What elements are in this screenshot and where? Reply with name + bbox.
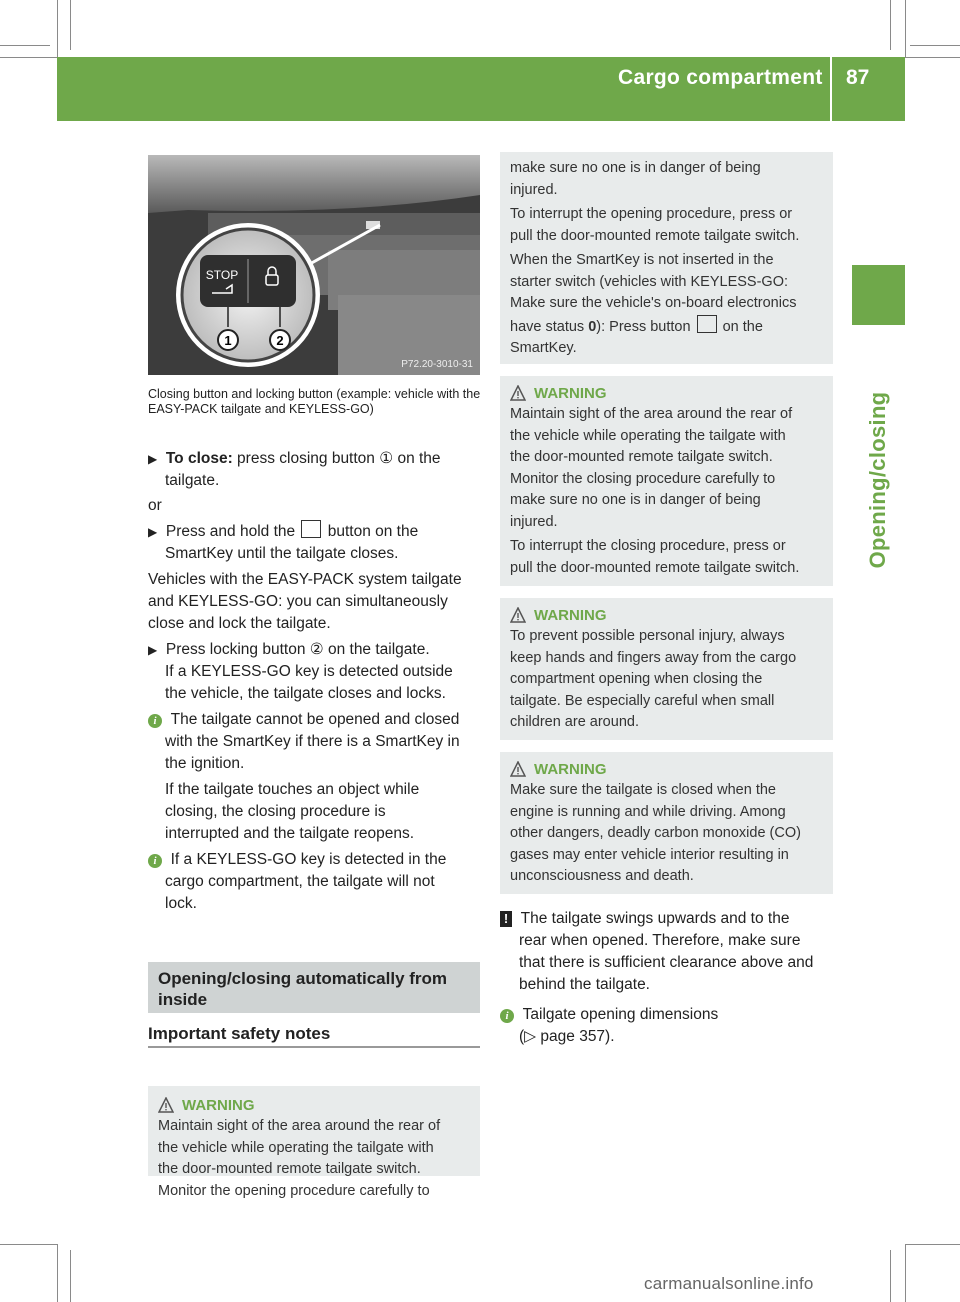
step-close-label: To close: (165, 450, 233, 467)
info-note-2-line3: lock. (165, 895, 197, 912)
warning-line: Make sure the tailgate is closed when the (510, 782, 776, 798)
figure-caption: Closing button and locking button (example: vehicle with the EASY-PACK tailgate and KEYLESS-GO) (148, 387, 481, 416)
crop-mark (70, 0, 71, 50)
warning-icon (510, 607, 526, 623)
crop-mark (910, 45, 960, 46)
warning-heading (510, 758, 823, 780)
info-note-1-line5: closing, the closing procedure is (165, 803, 386, 820)
warning-line: Monitor the opening procedure carefully to (158, 1182, 430, 1199)
warning-heading (158, 1094, 470, 1116)
step-hold (148, 520, 483, 543)
section-title: Opening/closing automatically from inside (158, 969, 448, 1009)
crop-mark (0, 45, 50, 46)
warning-line: tailgate. Be especially careful when small (510, 692, 775, 709)
warning-icon (510, 761, 526, 777)
warning-line: keep hands and fingers away from the cargo (510, 649, 797, 666)
crop-mark (57, 0, 58, 57)
info-icon: i (148, 714, 162, 728)
step-lock-tail: on the tailgate. (323, 641, 430, 658)
step-close-line2: tailgate. (165, 472, 220, 489)
warning-line: When the SmartKey is not inserted in the (510, 252, 774, 268)
page-ref-text: page 357). (540, 1028, 615, 1045)
info-note-1-line6: interrupted and the tailgate reopens. (165, 825, 415, 842)
tailgate-key-icon (697, 315, 717, 333)
status-value: 0 (588, 318, 597, 335)
callout-2: 2 (276, 333, 284, 348)
header-title: Cargo compartment (618, 66, 823, 89)
crop-mark (0, 57, 57, 58)
info-note-1 (148, 709, 483, 731)
press-button-tail: on the (718, 318, 763, 335)
warning-box-hands (500, 598, 833, 740)
warning-line: To prevent possible personal injury, always (510, 628, 785, 644)
step-arrow-icon: ▶ (148, 452, 158, 466)
info-dimensions (500, 1004, 840, 1026)
tailgate-photo (148, 155, 480, 375)
warning-label: WARNING (534, 606, 607, 624)
info-note-2-line2: cargo compartment, the tailgate will not (165, 873, 435, 890)
tailgate-illustration (148, 155, 480, 375)
crop-mark (0, 1244, 57, 1245)
info-note-2 (148, 849, 483, 871)
step-lock (148, 639, 483, 661)
warning-line: unconsciousness and death. (510, 868, 694, 884)
callout-1-icon: ① (379, 450, 394, 467)
warning-line: Make sure the vehicle's on-board electronics (510, 295, 797, 311)
crop-mark (57, 1244, 58, 1302)
warning-line: the door-mounted remote tailgate switch. (158, 1161, 421, 1177)
warning-line: Maintain sight of the area around the rear of (510, 406, 793, 422)
crop-mark (905, 57, 960, 58)
crop-mark (905, 0, 906, 57)
info-note-1-line4: If the tailgate touches an object while (165, 781, 420, 798)
status-text: have status (510, 318, 589, 335)
figure-code: P72.20-3010-31 (401, 359, 473, 370)
warning-heading (510, 604, 823, 626)
warning-line: pull the door-mounted remote tailgate switch. (510, 227, 800, 244)
page-ref-arrow-icon: ▷ (524, 1028, 537, 1045)
crop-mark (890, 1250, 891, 1302)
warning-box-opening (148, 1086, 480, 1199)
warning-icon (158, 1097, 174, 1113)
warning-line: make sure no one is in danger of being (510, 492, 761, 508)
watermark: carmanualsonline.info (644, 1274, 814, 1293)
warning-line: Monitor the closing procedure carefully to (510, 470, 776, 487)
page-number: 87 (846, 66, 870, 89)
easy-pack-para-line1: Vehicles with the EASY-PACK system tailgate (148, 571, 462, 588)
page-reference[interactable] (500, 1026, 840, 1048)
exclamation-icon: ! (500, 911, 512, 927)
caution-line2: rear when opened. Therefore, make sure (519, 932, 801, 949)
warning-line: pull the door-mounted remote tailgate switch. (510, 559, 800, 576)
step-close-text: press closing button (232, 450, 380, 467)
side-tab-marker (852, 265, 905, 325)
crop-mark (905, 1244, 906, 1302)
step-close-tail: on the (393, 450, 441, 467)
warning-line: compartment opening when closing the (510, 671, 763, 687)
warning-icon (510, 385, 526, 401)
crop-mark (905, 1244, 960, 1245)
info-note-1-line3: the ignition. (165, 755, 245, 772)
warning-line: SmartKey. (510, 340, 577, 356)
info-dimensions-line1: Tailgate opening dimensions (522, 1006, 719, 1023)
crop-mark (70, 1250, 71, 1302)
info-icon: i (500, 1009, 514, 1023)
warning-line: make sure no one is in danger of being (510, 160, 761, 176)
warning-line: children are around. (510, 714, 639, 730)
step-lock-line3: the vehicle, the tailgate closes and locks. (165, 685, 446, 702)
step-hold-tail: button on the (323, 523, 419, 540)
caution-line4: behind the tailgate. (519, 976, 650, 993)
crop-mark (890, 0, 891, 50)
warning-line (510, 315, 823, 339)
warning-line: engine is running and while driving. Among (510, 803, 786, 820)
step-hold-text: Press and hold the (165, 523, 300, 540)
step-lock-text: Press locking button (165, 641, 310, 658)
warning-label: WARNING (534, 760, 607, 778)
warning-line: To interrupt the opening procedure, press or (510, 206, 793, 222)
warning-box-continued (500, 152, 833, 364)
callout-2-icon: ② (309, 641, 324, 658)
warning-heading (510, 382, 823, 404)
warning-line: the door-mounted remote tailgate switch. (510, 449, 773, 465)
warning-line: To interrupt the closing procedure, press or (510, 538, 786, 554)
warning-box-closing (500, 376, 833, 586)
step-arrow-icon: ▶ (148, 643, 158, 657)
subsection-rule (148, 1046, 480, 1048)
header-separator (830, 57, 832, 121)
warning-line: injured. (510, 513, 558, 530)
warning-line: gases may enter vehicle interior resulting in (510, 846, 789, 863)
page-ref-open: ( (519, 1028, 525, 1045)
warning-line: the vehicle while operating the tailgate with (158, 1139, 434, 1156)
left-column-body (148, 448, 483, 915)
caution-note (500, 908, 840, 930)
side-tab-label: Opening/closing (865, 391, 890, 569)
caution-line1: The tailgate swings upwards and to the (520, 910, 790, 927)
warning-line: starter switch (vehicles with KEYLESS-GO: (510, 273, 788, 290)
warning-line: the vehicle while operating the tailgate with (510, 427, 786, 444)
stop-label: STOP (205, 268, 239, 282)
step-lock-line2: If a KEYLESS-GO key is detected outside (165, 663, 453, 680)
press-button-text: ): Press button (596, 318, 695, 335)
info-note-1-line1: The tailgate cannot be opened and closed (170, 711, 460, 728)
easy-pack-para-line3: close and lock the tailgate. (148, 615, 331, 632)
step-close (148, 448, 483, 470)
warning-line: injured. (510, 181, 558, 198)
step-arrow-icon: ▶ (148, 525, 158, 539)
callout-1: 1 (224, 333, 232, 348)
info-note-1-line2: with the SmartKey if there is a SmartKey in (165, 733, 460, 750)
tailgate-key-icon (301, 520, 321, 538)
info-icon: i (148, 854, 162, 868)
info-note-2-line1: If a KEYLESS-GO key is detected in the (170, 851, 447, 868)
warning-label: WARNING (534, 384, 607, 402)
subsection-title: Important safety notes (148, 1024, 331, 1043)
warning-box-co (500, 752, 833, 894)
right-column-notes (500, 908, 840, 1048)
step-hold-line2: SmartKey until the tailgate closes. (165, 545, 399, 562)
caution-line3: that there is sufficient clearance above and (519, 954, 814, 971)
warning-line: other dangers, deadly carbon monoxide (CO) (510, 825, 801, 841)
warning-line: Maintain sight of the area around the rear of (158, 1118, 441, 1134)
easy-pack-para-line2: and KEYLESS-GO: you can simultaneously (148, 593, 448, 610)
or-text: or (148, 497, 162, 514)
warning-label: WARNING (182, 1096, 255, 1114)
